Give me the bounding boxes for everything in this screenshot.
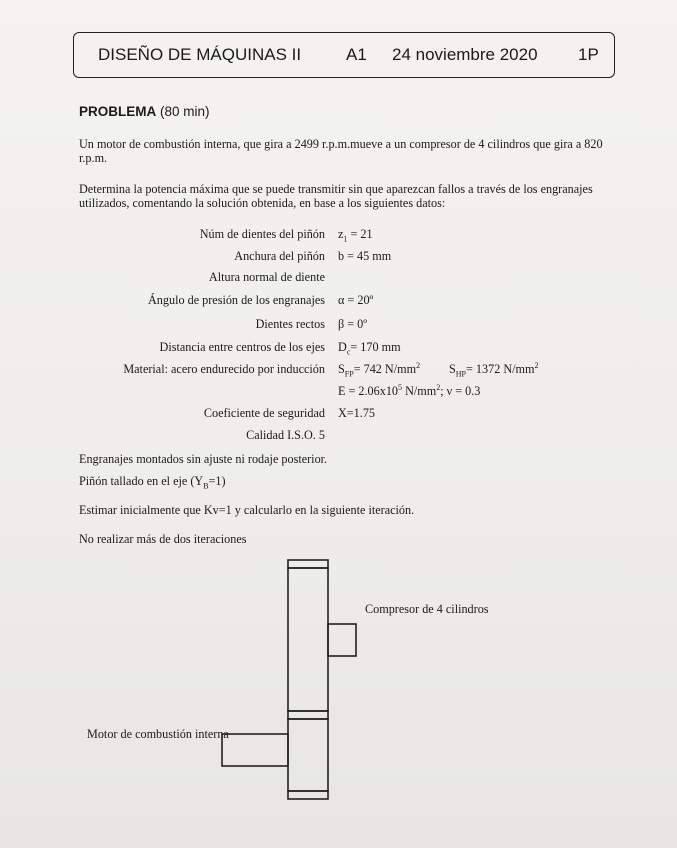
engine-shaft <box>222 734 288 766</box>
elastic-value: $E = 2.06x10^5$ $N/mm^2$; ν = 0.3 <box>338 382 481 398</box>
data-label: Calidad I.S.O. 5 <box>246 428 325 442</box>
note-pinion: Piñón tallado en el eje $(Y_B=1)$ <box>79 474 226 491</box>
upper-gear-body <box>288 568 328 711</box>
data-row-teeth <box>0 227 677 243</box>
data-value: α = 20º <box>338 293 374 307</box>
upper-gear-flange-top <box>288 560 328 568</box>
data-value: X=1.75 <box>338 406 376 420</box>
problem-task: Determina la potencia máxima que se puede transmitir sin que aparezcan fallos a través de los engranajes utilizados, comentando la solución obtenida, en base a los siguientes datos: <box>79 182 593 210</box>
note-iterations: No realizar más de dos iteraciones <box>79 532 247 546</box>
data-row-width <box>0 249 677 265</box>
data-label: Distancia entre centros de los ejes <box>159 340 325 354</box>
data-label: Altura normal de diente <box>208 270 325 284</box>
data-row-material <box>0 362 677 378</box>
note-mounting: Engranajes montados sin ajuste ni rodaje posterior. <box>79 452 328 466</box>
data-row-height <box>0 270 677 286</box>
data-row-safety <box>0 406 677 422</box>
data-value: $D_c= 170$ mm <box>338 340 401 357</box>
data-label: Anchura del piñón <box>234 249 325 263</box>
problem-label: PROBLEMA <box>79 104 157 119</box>
data-row-pressure-angle <box>0 293 677 309</box>
compressor-shaft <box>328 624 356 656</box>
data-value: $z_1 = 21$ <box>338 227 373 244</box>
problem-duration: (80 min) <box>160 104 210 119</box>
lower-gear-flange-top <box>288 711 328 719</box>
note-kv: Estimar inicialmente que Kv=1 y calcularlo en la siguiente iteración. <box>79 503 415 517</box>
compressor-label: Compresor de 4 cilindros <box>365 602 489 616</box>
data-label: Ángulo de presión de los engranajes <box>147 293 325 307</box>
data-value: b = 45 mm <box>338 249 392 263</box>
data-row-elastic <box>0 384 677 400</box>
data-row-center-distance <box>0 340 677 356</box>
exam-header <box>73 32 615 78</box>
exam-date: 24 noviembre 2020 <box>392 45 538 64</box>
lower-gear-body <box>288 719 328 791</box>
problem-intro: Un motor de combustión interna, que gira a 2499 r.p.m.mueve a un compresor de 4 cilindros que gira a 820 r.p.m. <box>79 137 603 165</box>
problem-heading <box>79 104 210 119</box>
engine-label: Motor de combustión interna <box>87 727 229 741</box>
course-title: DISEÑO DE MÁQUINAS II <box>98 45 302 64</box>
data-label: Dientes rectos <box>255 317 325 331</box>
gear-diagram <box>0 550 677 848</box>
sfp-value: $S_{FP}= 742$ $N/mm^2$ <box>338 360 421 379</box>
exam-part: 1P <box>578 45 599 64</box>
data-row-straight-teeth <box>0 317 677 333</box>
data-label: Material: acero endurecido por inducción <box>123 362 325 376</box>
exam-code: A1 <box>346 45 367 64</box>
data-label: Núm de dientes del piñón <box>199 227 325 241</box>
data-row-quality <box>0 428 677 444</box>
lower-gear-flange-bottom <box>288 791 328 799</box>
data-value: β = 0º <box>338 317 368 331</box>
data-label: Coeficiente de seguridad <box>203 406 325 420</box>
shp-value: $S_{HP}= 1372$ $N/mm^2$ <box>449 360 539 379</box>
